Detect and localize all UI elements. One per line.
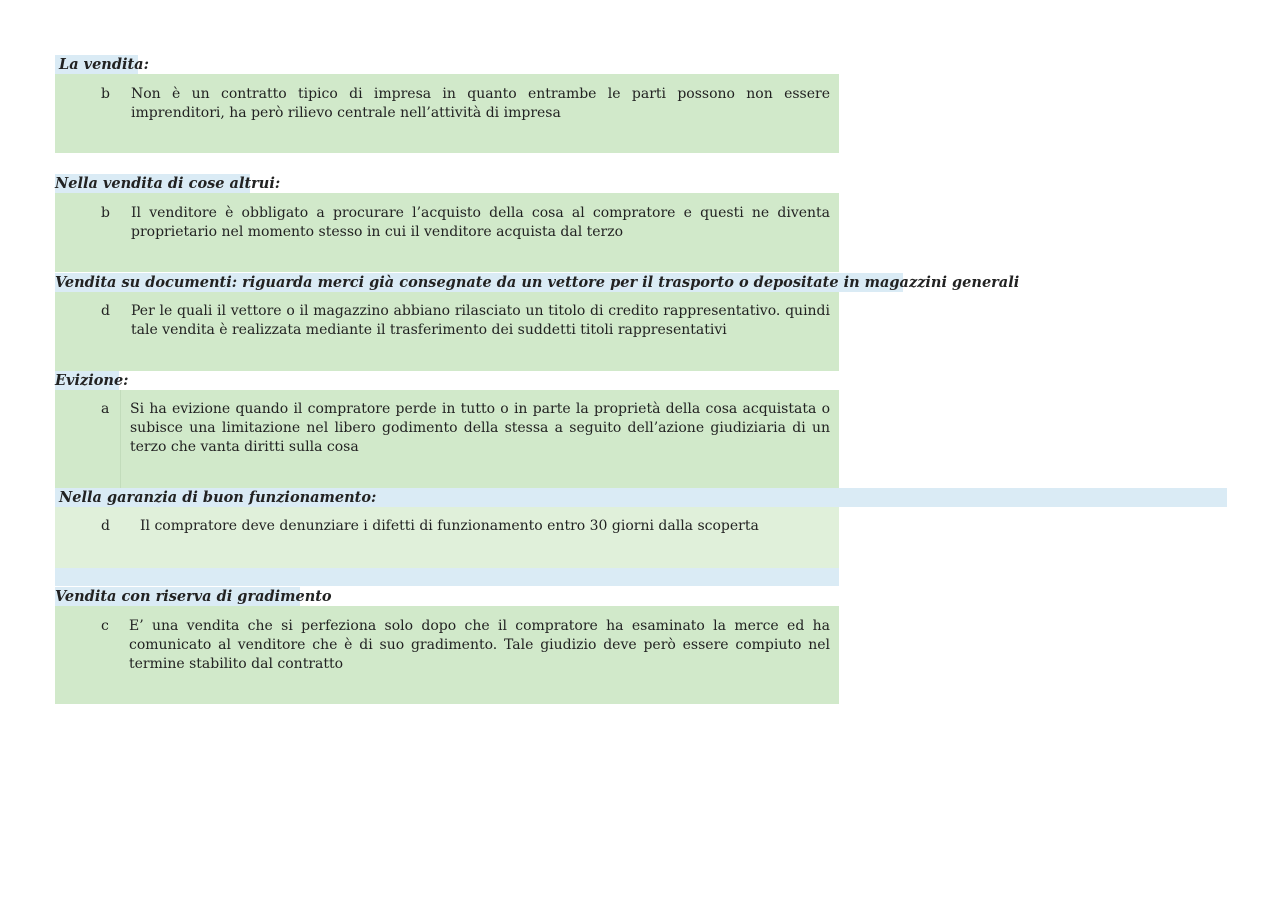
question-title: Vendita su documenti: riguarda merci già consegnate da un vettore per il trasporto o depositate in magazzini generali <box>55 274 1020 291</box>
question-title: Vendita con riserva di gradimento <box>55 588 332 605</box>
answer-block <box>55 193 839 272</box>
answer-letter: d <box>101 303 110 319</box>
column-divider <box>120 390 121 488</box>
answer-text: Il venditore è obbligato a procurare l’acquisto della cosa al compratore e questi ne diventa proprietario nel momento stesso in cui il venditore acquista dal terzo <box>131 205 830 240</box>
answer-block <box>55 390 839 488</box>
answer-letter: c <box>101 618 109 634</box>
question-title: La vendita: <box>55 55 138 74</box>
answer-letter: a <box>101 401 110 417</box>
answer-text: Si ha evizione quando il compratore perde in tutto o in parte la proprietà della cosa acquistata o subisce una limitazione nel libero godimento della stessa a seguito dell’azione giudiziaria di un terzo che vanta diritti sulla cosa <box>130 401 830 455</box>
question-title: Evizione: <box>55 372 129 389</box>
answer-block <box>55 292 839 371</box>
question-title: Nella garanzia di buon funzionamento: <box>55 488 1227 507</box>
answer-text: Per le quali il vettore o il magazzino abbiano rilasciato un titolo di credito rappresentativo. quindi tale vendita è realizzata mediante il trasferimento dei suddetti titoli rappresentativi <box>131 303 830 338</box>
answer-text: E’ una vendita che si perfeziona solo dopo che il compratore ha esaminato la merce ed ha comunicato al venditore che è di suo gradimento. Tale giudizio deve però essere compiuto nel termine stabilito dal contratto <box>129 618 830 672</box>
answer-text: Non è un contratto tipico di impresa in quanto entrambe le parti possono non essere imprenditori, ha però rilievo centrale nell’attività di impresa <box>131 86 830 121</box>
answer-letter: d <box>101 518 110 534</box>
answer-block <box>55 74 839 153</box>
answer-letter: b <box>101 86 110 102</box>
answer-block <box>55 507 839 568</box>
separator-band <box>55 568 839 586</box>
answer-text: Il compratore deve denunziare i difetti di funzionamento entro 30 giorni dalla scoperta <box>140 518 759 534</box>
answer-block <box>55 606 839 704</box>
question-title: Nella vendita di cose altrui: <box>55 175 281 192</box>
answer-letter: b <box>101 205 110 221</box>
